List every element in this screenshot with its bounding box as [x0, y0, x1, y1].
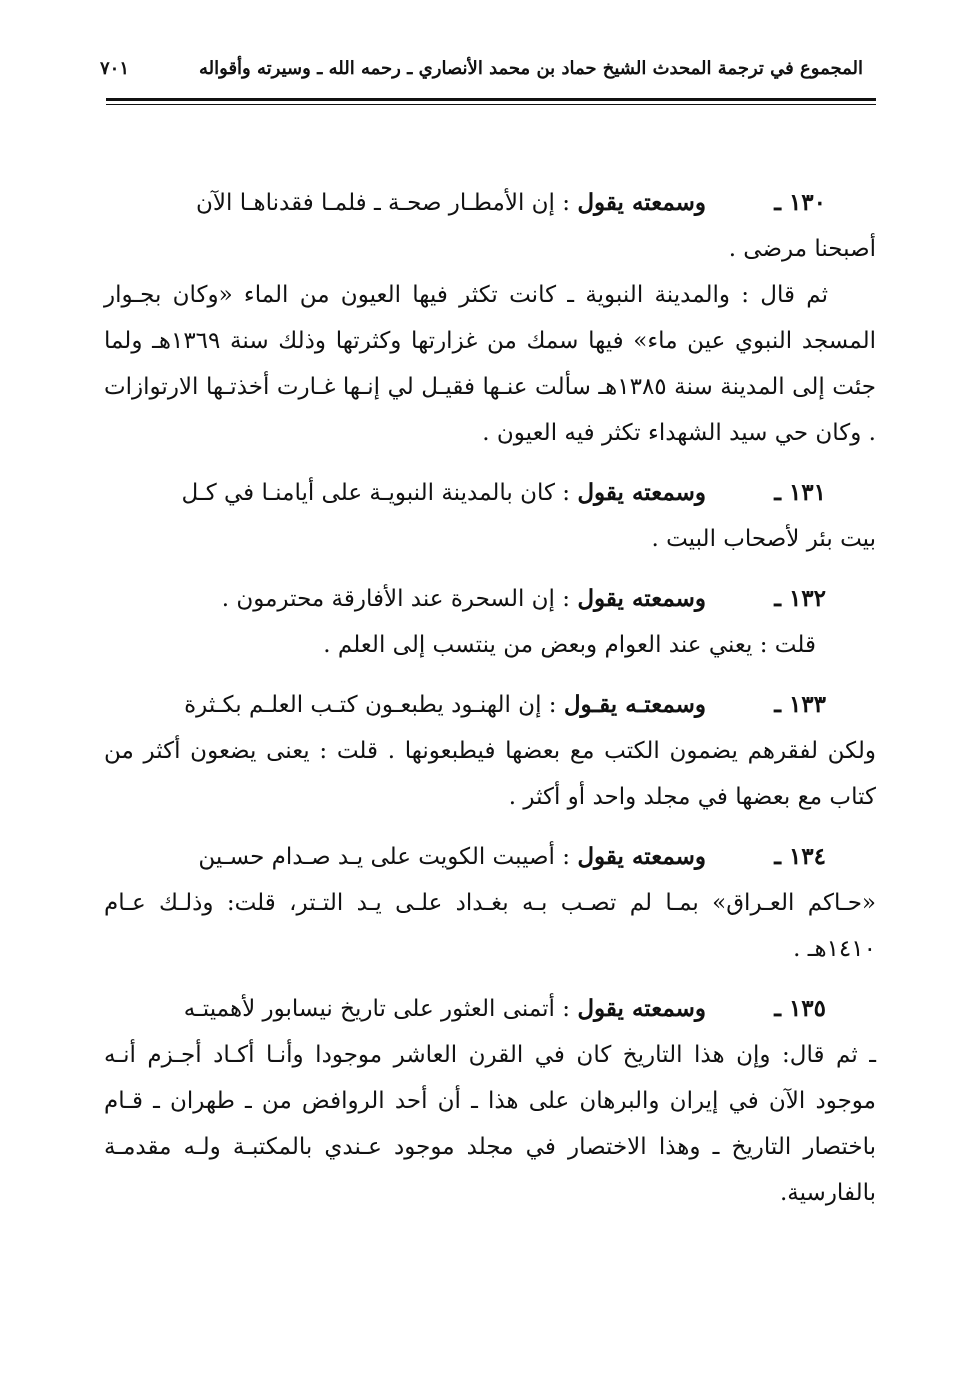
entry-lead-text: : إن الأمطـار صحـة ـ فلمـا فقدناهـا الآن — [196, 190, 570, 216]
entry-number: ١٣٤ ـ — [774, 843, 826, 870]
entry-lead-text: : إن الهنـود يطبعـون كتـب العلـم بكـثرة — [184, 692, 557, 718]
entry-number: ١٣٠ ـ — [774, 189, 826, 216]
entry-134 — [104, 834, 876, 972]
entry-lead-text: : كان بالمدينة النبويـة على أيامنـا في كـل — [181, 480, 570, 506]
entry-phrase: وسمعته يقول — [577, 189, 706, 216]
entry-continuation: بيت بئر لأصحاب البيت . — [651, 526, 876, 552]
entry-continuation: ولكن لفقرهم يضمون الكتب مع بعضها فيطبعونها . قلت : يعنى يضعون أكثر من كتاب مع بعضها في مجلد واحد أو أكثر . — [104, 738, 876, 810]
entry-number: ١٣١ ـ — [774, 479, 826, 506]
entry-continuation: ـ ثم قال: وإن هذا التاريخ كان في القرن العاشر موجودا وأنـا أكـاد أجـزم أنـه موجود الآن في إيران والبرهان على هذا ـ أن أحد الروافض من ـ طهران ـ قـام باختصار التاريخ ـ وهذا الاختصار في مجلد موجود عـندي بالمكتبـة ولـه مقدمـة بالفارسية. — [104, 1042, 876, 1206]
entry-lead-text: : أصيبت الكويت على يـد صـدام حسـين — [198, 844, 570, 870]
header-title: المجموع في ترجمة المحدث الشيخ حماد بن محمد الأنصاري ـ رحمه الله ـ وسيرته وأقواله — [199, 57, 863, 79]
header-rule-thick — [106, 98, 876, 101]
entry-133 — [104, 682, 876, 820]
entry-lead-text: : إن السحرة عند الأفارقة محترمون . — [221, 586, 570, 612]
entry-continuation: «حـاكم العـراق» بمـا لم تصـب بـه بغـداد علـى يـد التـتر، قلت: وذلـك عـام ١٤١٠هـ . — [104, 890, 876, 962]
entry-lead-text: : أتمنى العثور على تاريخ نيسابور لأهميتـه — [183, 996, 570, 1022]
page-number: ٧٠١ — [100, 57, 130, 79]
entry-131 — [104, 470, 876, 562]
page-content — [104, 180, 876, 1230]
entry-number: ١٣٥ ـ — [774, 995, 826, 1022]
entry-phrase: وسمعته يقول — [577, 479, 706, 506]
entry-132 — [104, 576, 876, 668]
entry-number: ١٣٣ ـ — [774, 691, 826, 718]
entry-phrase: وسمعته يقول — [577, 995, 706, 1022]
entry-130 — [104, 180, 876, 456]
entry-number: ١٣٢ ـ — [774, 585, 826, 612]
header-rule-thin — [106, 104, 876, 105]
entry-phrase: وسمعتـه يقـول — [563, 691, 706, 718]
running-header — [100, 48, 863, 88]
entry-note: قلت : يعني عند العوام وبعض من ينتسب إلى العلم . — [323, 632, 816, 658]
entry-paragraph: ثم قال : والمدينة النبوية ـ كانت تكثر فيها العيون من الماء «وكان بجـوار المسجد النبوي عين ماء» فيها سمك من غزارتها وكثرتها وذلك سنة ١٣٦٩هـ ولما جئت إلى المدينة سنة ١٣٨٥هـ سألت عنـها فقيـل لي إنـها غـارت أخذتـها الارتوازات . وكان حي سيد الشهداء تكثر فيه العيون . — [104, 282, 876, 446]
entry-continuation: أصبحنا مرضى . — [728, 236, 876, 262]
entry-135 — [104, 986, 876, 1216]
entry-phrase: وسمعته يقول — [577, 843, 706, 870]
entry-phrase: وسمعته يقول — [577, 585, 706, 612]
